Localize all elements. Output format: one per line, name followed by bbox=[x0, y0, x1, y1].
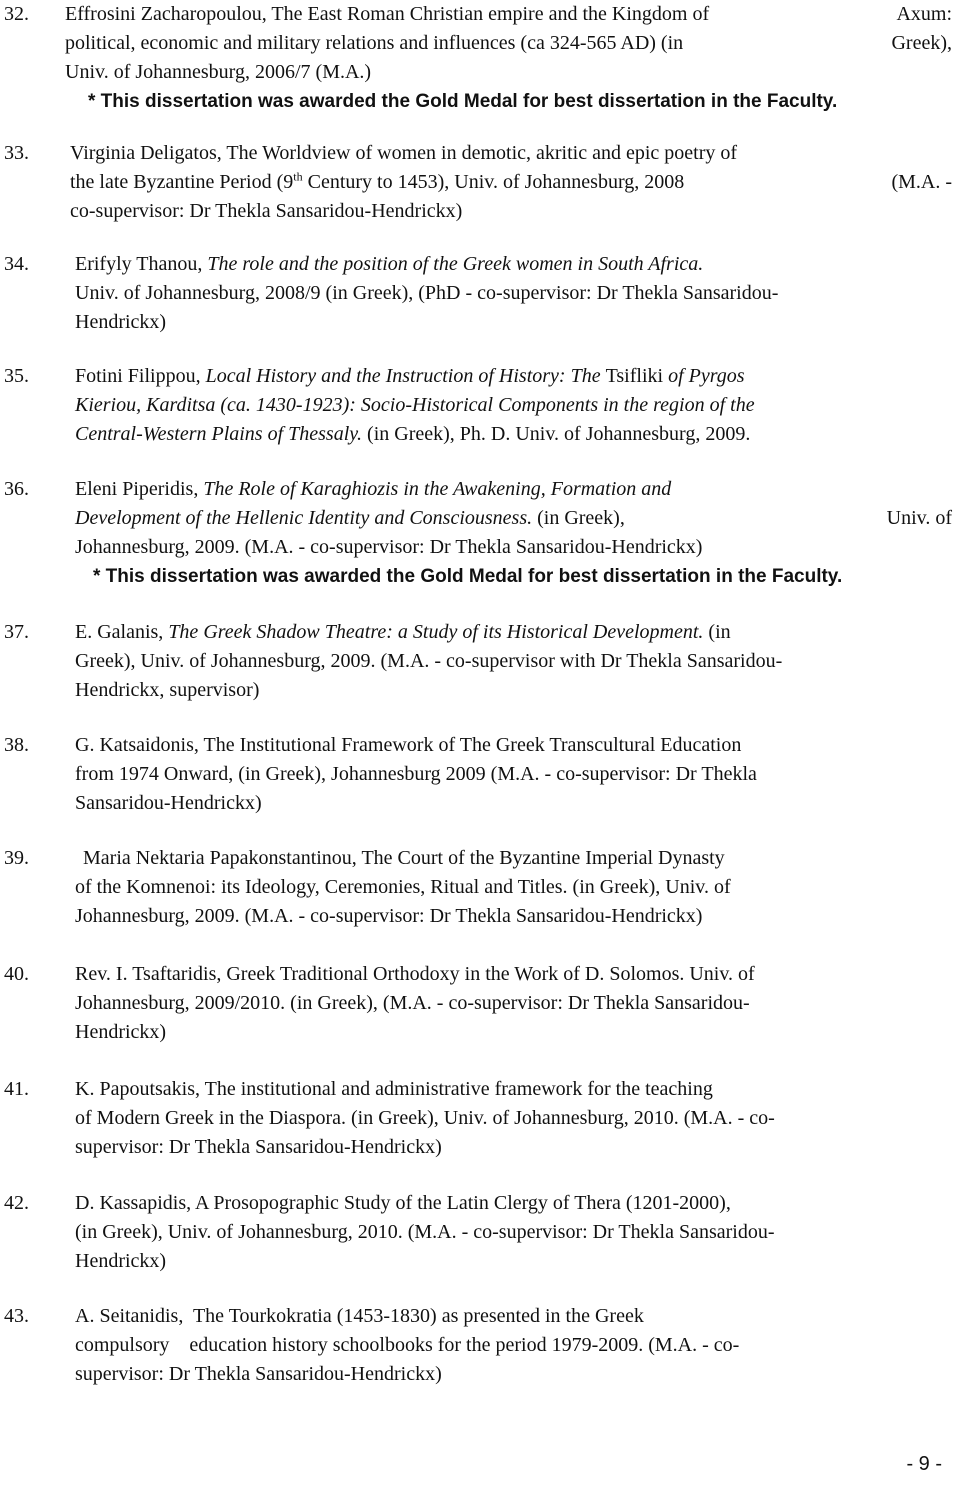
entry-text: A. Seitanidis, The Tourkokratia (1453-1830) as presented in the Greek compulsory education history schoolbooks for the period 1979-2009. (M.A. - co- supervisor: Dr Thekla Sansaridou-Hendrickx) bbox=[75, 1305, 740, 1385]
entry-number: 39. bbox=[4, 847, 29, 869]
entry-number: 40. bbox=[4, 963, 29, 985]
entry-text: Virginia Deligatos, The Worldview of women in demotic, akritic and epic poetry of the late Byzantine Period (9th Century to 1453), Univ. of Johannesburg, 2008 (M.A. - co-supervisor: Dr Thekla Sansaridou-Hendrickx) bbox=[70, 142, 952, 222]
entry-text: Fotini Filippou, Local History and the Instruction of History: The Tsifliki of Pyrgos Kieriou, Karditsa (ca. 1430-1923): Socio-Historical Components in the region of the Central-Western Plains of Thessaly. (in Greek), Ph. D. Univ. of Johannesburg, 2009. bbox=[75, 365, 755, 445]
award-note: * This dissertation was awarded the Gold Medal for best dissertation in the Faculty. bbox=[93, 566, 843, 587]
entry-number: 35. bbox=[4, 365, 29, 387]
entry-number: 32. bbox=[4, 3, 29, 25]
entry-number: 34. bbox=[4, 253, 29, 275]
entry-text: G. Katsaidonis, The Institutional Framework of The Greek Transcultural Education from 1974 Onward, (in Greek), Johannesburg 2009 (M.A. - co-supervisor: Dr Thekla Sansaridou-Hendrickx) bbox=[75, 734, 757, 814]
entry-number: 37. bbox=[4, 621, 29, 643]
entry-number: 43. bbox=[4, 1305, 29, 1327]
award-note: * This dissertation was awarded the Gold Medal for best dissertation in the Faculty. bbox=[88, 91, 838, 112]
entry-text: Maria Nektaria Papakonstantinou, The Court of the Byzantine Imperial Dynasty of the Komnenoi: its Ideology, Ceremonies, Ritual and Titles. (in Greek), Univ. of Johannesburg, 2009. (M.A. - co-supervisor: Dr Thekla Sansaridou-Hendrickx) bbox=[75, 847, 731, 927]
entry-number: 36. bbox=[4, 478, 29, 500]
page-number: - 9 - bbox=[906, 1453, 942, 1475]
entry-text: D. Kassapidis, A Prosopographic Study of the Latin Clergy of Thera (1201-2000), (in Greek), Univ. of Johannesburg, 2010. (M.A. - co-supervisor: Dr Thekla Sansaridou- Hendrickx) bbox=[75, 1192, 775, 1272]
entry-text: E. Galanis, The Greek Shadow Theatre: a Study of its Historical Development. (in Greek), Univ. of Johannesburg, 2009. (M.A. - co-supervisor with Dr Thekla Sansaridou- Hendrickx, supervisor) bbox=[75, 621, 783, 701]
dissertation-title: The role and the position of the Greek women in South Africa. bbox=[207, 253, 704, 275]
entry-number: 38. bbox=[4, 734, 29, 756]
entry-text: Eleni Piperidis, The Role of Karaghiozis in the Awakening, Formation and Development of the Hellenic Identity and Consciousness. (in Greek), Univ. of Johannesburg, 2009. (M.A. - co-supervisor: Dr Thekla Sansaridou-Hendrickx) * This dissertation was awarded the Gold Medal for best dissertation in the Faculty. bbox=[75, 475, 952, 591]
entry-number: 42. bbox=[4, 1192, 29, 1214]
entry-text: K. Papoutsakis, The institutional and administrative framework for the teaching of Modern Greek in the Diaspora. (in Greek), Univ. of Johannesburg, 2010. (M.A. - co- supervisor: Dr Thekla Sansaridou-Hendrickx) bbox=[75, 1078, 775, 1158]
entry-number: 33. bbox=[4, 142, 29, 164]
entry-number: 41. bbox=[4, 1078, 29, 1100]
entry-text: Erifyly Thanou, The role and the position of the Greek women in South Africa. Univ. of Johannesburg, 2008/9 (in Greek), (PhD - co-supervisor: Dr Thekla Sansaridou- Hendrickx) bbox=[75, 253, 779, 333]
entry-text: Effrosini Zacharopoulou, The East Roman Christian empire and the Kingdom of Axum: political, economic and military relations and influences (ca 324-565 AD) (in Greek), Univ. of Johannesburg, 2006/7 (M.A.) * This dissertation was awarded the Gold Medal for best dissertation in the Faculty. bbox=[65, 0, 952, 116]
entry-text: Rev. I. Tsaftaridis, Greek Traditional Orthodoxy in the Work of D. Solomos. Univ. of Johannesburg, 2009/2010. (in Greek), (M.A. - co-supervisor: Dr Thekla Sansaridou- Hendrickx) bbox=[75, 963, 755, 1043]
